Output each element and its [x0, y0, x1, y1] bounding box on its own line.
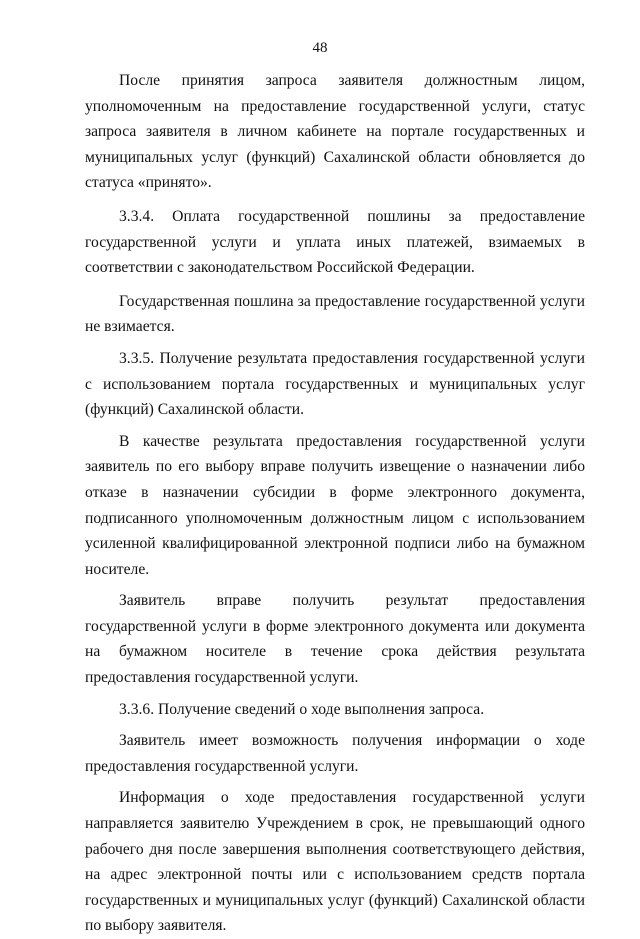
paragraph-info-delivery: Информация о ходе предоставления государственной услуги направляется заявителю Учреждением в срок, не превышающий одного рабочего дня после завершения выполнения соответствующего действия, на адрес электронной почты или с использованием средств портала государственных и муниципальных услуг (функций) Сахалинской области по выбору заявителя.	[85, 789, 585, 935]
paragraph-result-options: В качестве результата предоставления государственной услуги заявитель по его выбору вправе получить извещение о назначении либо отказе в назначении субсидии в форме электронного документа, подписанного уполномоченным должностным лицом с использованием усиленной квалифицированной электронной подписи либо на бумажном носителе.	[85, 432, 585, 578]
paragraph-fee-not-charged: Государственная пошлина за предоставление государственной услуги не взимается.	[85, 292, 585, 336]
document-body	[85, 68, 585, 939]
paragraph-section-3-3-6: 3.3.6. Получение сведений о ходе выполнения запроса.	[119, 700, 485, 718]
paragraph-status-update: После принятия запроса заявителя должностным лицом, уполномоченным на предоставление государственной услуги, статус запроса заявителя в личном кабинете на портале государственных и муниципальных услуг (функций) Сахалинской области обновляется до статуса «принято».	[85, 72, 585, 192]
paragraph-result-form: Заявитель вправе получить результат предоставления государственной услуги в форме электронного документа или документа на бумажном носителе в течение срока действия результата предоставления государственной услуги.	[85, 592, 585, 687]
paragraph-section-3-3-5: 3.3.5. Получение результата предоставления государственной услуги с использованием портала государственных и муниципальных услуг (функций) Сахалинской области.	[85, 349, 585, 419]
paragraph-info-possibility: Заявитель имеет возможность получения информации о ходе предоставления государственной услуги.	[85, 732, 585, 775]
paragraph-section-3-3-4: 3.3.4. Оплата государственной пошлины за предоставление государственной услуги и уплата иных платежей, взимаемых в соответствии с законодательством Российской Федерации.	[85, 207, 585, 277]
page-number: 48	[312, 40, 328, 56]
